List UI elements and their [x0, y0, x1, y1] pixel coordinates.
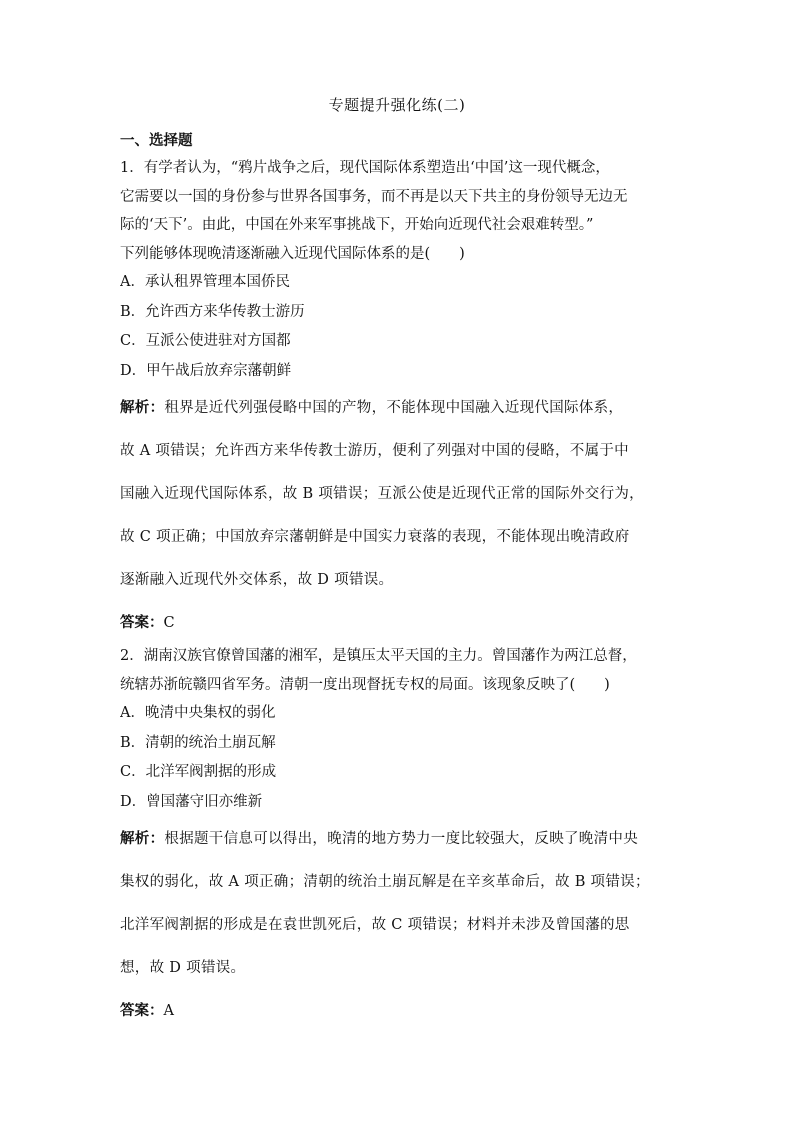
answer-value: C [163, 615, 175, 631]
question-stem-line: 际的‘天下’。由此，中国在外来军事挑战下，开始向近现代社会艰难转型。” [120, 217, 594, 233]
question-stem-line: 下列能够体现晚清逐渐融入近现代国际体系的是( ) [120, 245, 465, 262]
analysis-line: 逐渐融入近现代外交体系，故 D 项错误。 [120, 572, 394, 588]
answer-label: 答案： [120, 1002, 164, 1019]
analysis-line: 国融入近现代国际体系，故 B 项错误；互派公使是近现代正常的国际外交行为， [120, 486, 644, 502]
analysis-block [120, 386, 680, 602]
analysis-line [120, 817, 680, 861]
document-body [120, 128, 680, 1030]
analysis-line [120, 386, 680, 430]
analysis-block [120, 817, 680, 990]
option-d: D．甲午战后放弃宗藩朝鲜 [120, 362, 292, 379]
analysis-label: 解析： [120, 830, 165, 847]
question-2 [120, 642, 680, 1026]
answer-line [120, 608, 680, 638]
page-title: 专题提升强化练(二) [328, 96, 466, 114]
option-a: A．晚清中央集权的弱化 [120, 705, 276, 721]
question-stem-line: 统辖苏浙皖赣四省军务。清朝一度出现督抚专权的局面。该现象反映了( ) [120, 676, 610, 693]
option-c: C．北洋军阀割据的形成 [120, 764, 277, 780]
analysis-text: 根据题干信息可以得出，晚清的地方势力一度比较强大，反映了晚清中央 [164, 831, 639, 847]
section-heading: 一、选择题 [120, 132, 193, 149]
answer-label: 答案： [120, 614, 164, 631]
analysis-line: 故 A 项错误；允许西方来华传教士游历，便利了列强对中国的侵略，不属于中 [120, 443, 629, 459]
option-d: D．曾国藩守旧亦维新 [120, 793, 263, 810]
analysis-text: 租界是近代列强侵略中国的产物，不能体现中国融入近现代国际体系， [164, 400, 624, 416]
analysis-line: 想，故 D 项错误。 [120, 960, 246, 976]
question-stem-line: 1．有学者认为，“鸦片战争之后，现代国际体系塑造出‘中国’这一现代概念， [120, 160, 610, 176]
analysis-line: 集权的弱化，故 A 项正确；清朝的统治土崩瓦解是在辛亥革命后，故 B 项错误； [120, 874, 650, 890]
answer-value: A [163, 1003, 174, 1019]
answer-line [120, 996, 680, 1026]
analysis-label: 解析： [120, 399, 165, 416]
option-a: A．承认租界管理本国侨民 [120, 274, 290, 290]
question-stem-line: 它需要以一国的身份参与世界各国事务，而不再是以天下共主的身份领导无边无 [120, 188, 628, 205]
question-stem-line: 2．湖南汉族官僚曾国藩的湘军，是镇压太平天国的主力。曾国藩作为两江总督， [120, 648, 637, 664]
analysis-line: 故 C 项正确；中国放弃宗藩朝鲜是中国实力衰落的表现，不能体现出晚清政府 [120, 529, 630, 545]
analysis-line: 北洋军阀割据的形成是在袁世凯死后，故 C 项错误；材料并未涉及曾国藩的思 [120, 917, 630, 933]
option-b: B．清朝的统治土崩瓦解 [120, 734, 276, 751]
question-1 [120, 154, 680, 638]
option-c: C．互派公使进驻对方国都 [120, 333, 291, 349]
option-b: B．允许西方来华传教士游历 [120, 303, 305, 320]
